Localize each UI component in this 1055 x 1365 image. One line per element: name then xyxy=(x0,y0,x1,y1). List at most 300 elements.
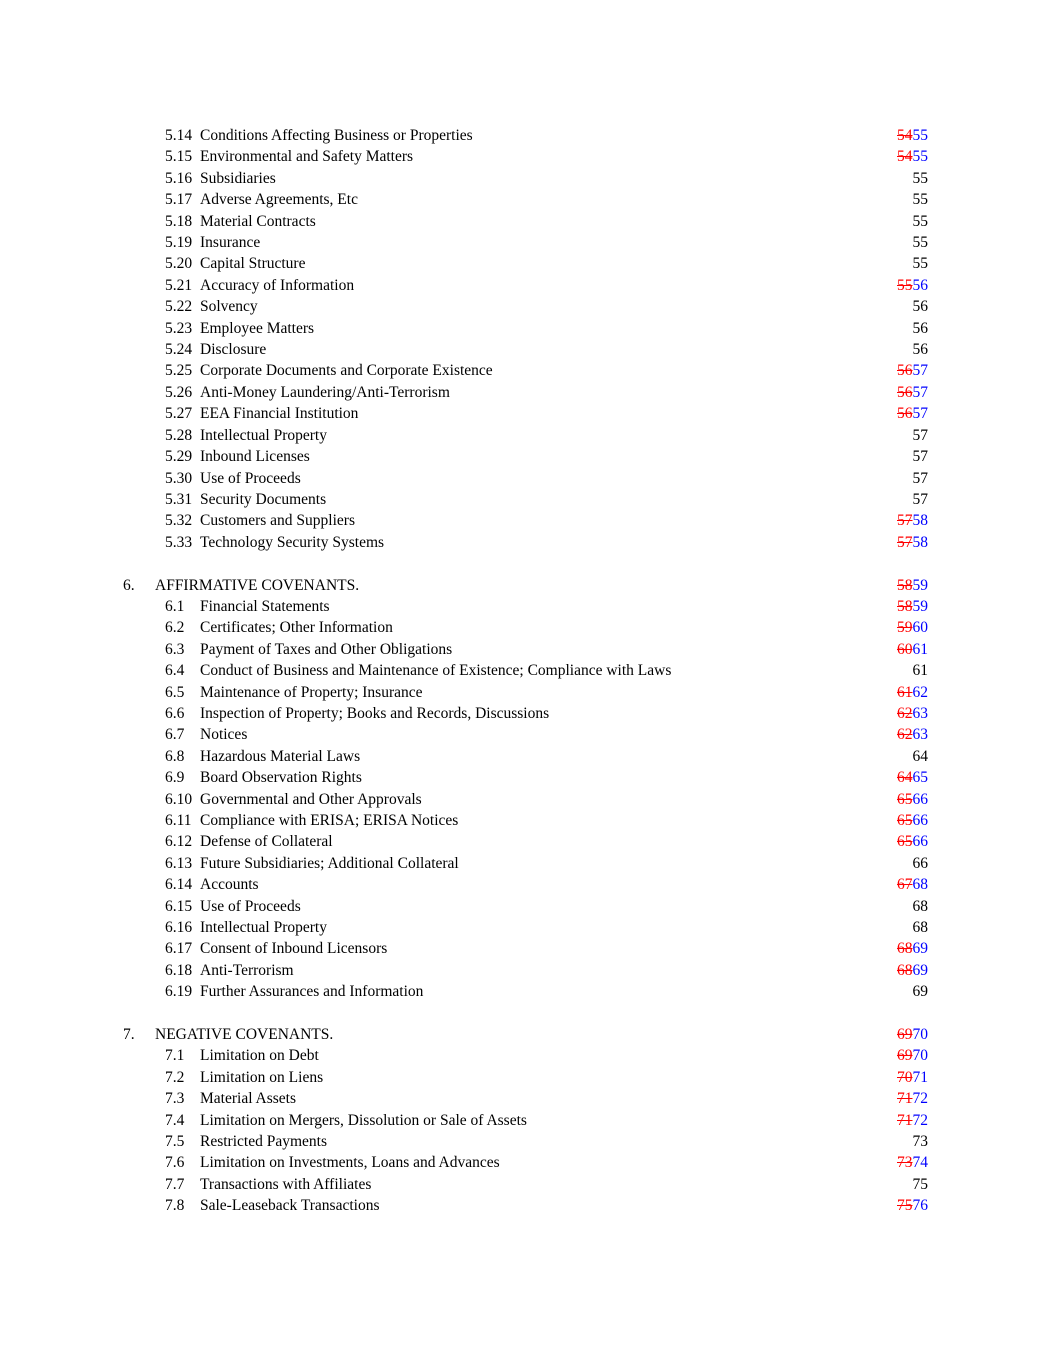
page-number-added: 76 xyxy=(912,1197,928,1215)
page-number-added: 60 xyxy=(912,619,928,637)
toc-item-page: 66 xyxy=(912,854,928,872)
toc-entry xyxy=(165,639,452,660)
page-number-added: 70 xyxy=(912,1047,928,1065)
toc-entry xyxy=(165,853,459,874)
group-spacer xyxy=(123,1003,928,1024)
page-number-removed: 64 xyxy=(897,769,913,787)
toc-entry xyxy=(165,1067,323,1088)
toc-entry xyxy=(165,746,360,767)
toc-item-title: Material Assets xyxy=(200,1090,296,1108)
page-number-added: 74 xyxy=(912,1154,928,1172)
page-number-removed: 56 xyxy=(897,383,913,401)
toc-entry xyxy=(165,682,423,703)
toc-row xyxy=(123,189,928,210)
toc-item-number: 6.12 xyxy=(165,833,193,851)
toc-row xyxy=(123,1088,928,1109)
toc-entry xyxy=(165,1174,371,1195)
toc-item-page xyxy=(885,960,928,981)
toc-item-number: 7.3 xyxy=(165,1090,185,1108)
toc-row xyxy=(123,617,928,638)
toc-row xyxy=(123,874,928,895)
toc-item-page xyxy=(885,682,928,703)
toc-row xyxy=(123,360,928,381)
page-number-removed: 69 xyxy=(897,1047,913,1065)
toc-entry xyxy=(165,532,384,553)
toc-item-number: 5.28 xyxy=(165,426,193,444)
toc-item-page: 64 xyxy=(912,747,928,765)
page-number-added: 69 xyxy=(912,940,928,958)
toc-item-page: 55 xyxy=(912,169,928,187)
page-number-removed: 54 xyxy=(897,127,913,144)
toc-item-number: 6.5 xyxy=(165,683,185,701)
toc-item-number: 5.18 xyxy=(165,212,193,230)
toc-row xyxy=(123,232,928,253)
page-number-removed: 67 xyxy=(897,876,913,894)
toc-item-page xyxy=(885,575,928,596)
toc-entry xyxy=(165,211,316,232)
toc-item-number: 5.27 xyxy=(165,405,193,423)
toc-row xyxy=(123,1110,928,1131)
toc-item-title: Limitation on Mergers, Dissolution or Sale of Assets xyxy=(200,1111,527,1129)
page-number-added: 66 xyxy=(912,811,928,829)
toc-item-number: 6.15 xyxy=(165,897,193,915)
page-number-added: 62 xyxy=(912,683,928,701)
toc-item-page xyxy=(885,146,928,167)
toc-item-title: Limitation on Investments, Loans and Advances xyxy=(200,1154,500,1172)
toc-item-title: Intellectual Property xyxy=(200,919,327,937)
page-number-added: 58 xyxy=(912,533,928,551)
page-number-added: 59 xyxy=(912,597,928,615)
toc-item-page xyxy=(885,596,928,617)
page-number-added: 57 xyxy=(912,405,928,423)
toc-entry xyxy=(165,318,314,339)
toc-item-title: Restricted Payments xyxy=(200,1133,327,1151)
toc-item-number: 6.8 xyxy=(165,747,185,765)
toc-entry xyxy=(165,831,333,852)
toc-item-page: 55 xyxy=(912,191,928,209)
page-number-added: 69 xyxy=(912,961,928,979)
toc-row xyxy=(123,425,928,446)
toc-entry xyxy=(165,339,266,360)
toc-item-page xyxy=(885,532,928,553)
page-number-added: 61 xyxy=(912,640,928,658)
page-number-removed: 68 xyxy=(897,961,913,979)
toc-item-number: 6.18 xyxy=(165,961,193,979)
toc-item-page: 73 xyxy=(912,1133,928,1151)
toc-item-number: 5.26 xyxy=(165,383,193,401)
toc-entry xyxy=(165,960,294,981)
toc-row xyxy=(123,253,928,274)
toc-entry xyxy=(123,1024,333,1045)
toc-item-page: 68 xyxy=(912,897,928,915)
toc-entry xyxy=(165,382,450,403)
page-number-removed: 56 xyxy=(897,362,913,380)
toc-item-page xyxy=(885,767,928,788)
toc-entry xyxy=(165,660,671,681)
toc-item-number: 7.1 xyxy=(165,1047,185,1065)
toc-item-page xyxy=(885,403,928,424)
toc-item-page: 57 xyxy=(912,469,928,487)
toc-item-title: Notices xyxy=(200,726,248,744)
toc-item-number: 5.21 xyxy=(165,276,193,294)
toc-row xyxy=(123,746,928,767)
page-number-removed: 57 xyxy=(897,533,913,551)
toc-row xyxy=(123,853,928,874)
toc-item-number: 7.2 xyxy=(165,1068,185,1086)
page-number-removed: 57 xyxy=(897,512,913,530)
toc-item-title: Security Documents xyxy=(200,490,327,508)
toc-item-number: 6.4 xyxy=(165,662,185,680)
toc-item-title: Sale-Leaseback Transactions xyxy=(200,1197,380,1215)
toc-item-page xyxy=(885,703,928,724)
page-number-removed: 59 xyxy=(897,619,913,637)
page-number-added: 57 xyxy=(912,362,928,380)
toc-item-page xyxy=(885,1067,928,1088)
toc-entry xyxy=(165,703,549,724)
toc-item-title: Board Observation Rights xyxy=(200,769,362,787)
page-number-added: 70 xyxy=(912,1026,928,1044)
toc-item-title: Insurance xyxy=(200,234,261,252)
toc-item-page xyxy=(885,789,928,810)
toc-item-title: Intellectual Property xyxy=(200,426,327,444)
toc-item-title: Disclosure xyxy=(200,341,267,359)
toc-item-number: 5.25 xyxy=(165,362,193,380)
toc-item-page xyxy=(885,382,928,403)
toc-item-title: Anti-Money Laundering/Anti-Terrorism xyxy=(200,383,450,401)
toc-item-number: 6.2 xyxy=(165,619,185,637)
toc-row xyxy=(123,831,928,852)
page-number-added: 55 xyxy=(912,127,928,144)
page-number-removed: 61 xyxy=(897,683,913,701)
toc-item-title: Transactions with Affiliates xyxy=(200,1175,372,1193)
toc-item-number: 5.17 xyxy=(165,191,193,209)
toc-item-number: 5.33 xyxy=(165,533,193,551)
page-number-added: 71 xyxy=(912,1068,928,1086)
toc-item-title: Limitation on Liens xyxy=(200,1068,324,1086)
toc-item-number: 5.24 xyxy=(165,341,193,359)
toc-item-number: 6.3 xyxy=(165,640,185,658)
toc-item-title: Environmental and Safety Matters xyxy=(200,148,414,166)
toc-item-title: Governmental and Other Approvals xyxy=(200,790,422,808)
page-number-removed: 65 xyxy=(897,811,913,829)
toc-item-number: 6.14 xyxy=(165,876,193,894)
toc-row xyxy=(123,703,928,724)
toc-item-number: 5.19 xyxy=(165,234,193,252)
toc-item-number: 5.14 xyxy=(165,127,193,144)
toc-item-page xyxy=(885,1110,928,1131)
toc-entry xyxy=(123,575,359,596)
toc-item-page xyxy=(885,510,928,531)
toc-item-number: 6.11 xyxy=(165,811,192,829)
toc-item-page xyxy=(885,639,928,660)
page-number-removed: 70 xyxy=(897,1068,913,1086)
toc-entry xyxy=(165,1152,500,1173)
toc-row xyxy=(123,1045,928,1066)
page-number-added: 68 xyxy=(912,876,928,894)
toc-item-page xyxy=(885,1024,928,1045)
toc-item-page xyxy=(885,724,928,745)
toc-row xyxy=(123,1195,928,1216)
toc-item-page xyxy=(885,810,928,831)
toc-item-number: 6.13 xyxy=(165,854,193,872)
page-number-removed: 65 xyxy=(897,790,913,808)
toc-item-page: 68 xyxy=(912,919,928,937)
page-number-added: 63 xyxy=(912,704,928,722)
toc-item-page xyxy=(885,938,928,959)
toc-row xyxy=(123,1024,928,1045)
toc-item-page xyxy=(885,125,928,146)
toc-entry xyxy=(165,489,326,510)
page-number-added: 55 xyxy=(912,148,928,166)
toc-item-title: Use of Proceeds xyxy=(200,897,301,915)
toc-item-page xyxy=(885,360,928,381)
toc-item-page: 57 xyxy=(912,426,928,444)
toc-item-page xyxy=(885,1195,928,1216)
page-number-removed: 69 xyxy=(897,1026,913,1044)
toc-entry xyxy=(165,917,327,938)
toc-item-title: Employee Matters xyxy=(200,319,315,337)
toc-entry xyxy=(165,125,473,146)
toc-item-page xyxy=(885,831,928,852)
toc-item-number: 6.9 xyxy=(165,769,185,787)
toc-item-title: Subsidiaries xyxy=(200,169,276,187)
toc-entry xyxy=(165,938,387,959)
toc-item-page: 57 xyxy=(912,490,928,508)
toc-row xyxy=(123,339,928,360)
toc-item-title: Compliance with ERISA; ERISA Notices xyxy=(200,811,459,829)
toc-entry xyxy=(165,146,413,167)
toc-item-title: Maintenance of Property; Insurance xyxy=(200,683,423,701)
toc-item-title: Solvency xyxy=(200,298,258,316)
toc-row xyxy=(123,296,928,317)
toc-row xyxy=(123,489,928,510)
toc-item-page: 69 xyxy=(912,983,928,1001)
toc-item-number: 7.4 xyxy=(165,1111,185,1129)
toc-item-page: 55 xyxy=(912,255,928,273)
toc-item-title: Future Subsidiaries; Additional Collateral xyxy=(200,854,459,872)
toc-item-number: 5.32 xyxy=(165,512,193,530)
page-number-added: 63 xyxy=(912,726,928,744)
toc-item-title: Accuracy of Information xyxy=(200,276,355,294)
toc-item-title: Limitation on Debt xyxy=(200,1047,319,1065)
toc-entry xyxy=(165,189,358,210)
toc-item-title: Customers and Suppliers xyxy=(200,512,355,530)
page-number-removed: 58 xyxy=(897,597,913,615)
page-number-removed: 60 xyxy=(897,640,913,658)
toc-entry xyxy=(165,810,458,831)
toc-item-title: Conditions Affecting Business or Properties xyxy=(200,127,473,144)
toc-row xyxy=(123,1131,928,1152)
toc-item-number: 6.7 xyxy=(165,726,185,744)
table-of-contents xyxy=(123,125,928,1217)
toc-entry xyxy=(165,981,423,1002)
toc-item-number: 6.16 xyxy=(165,919,193,937)
toc-item-title: AFFIRMATIVE COVENANTS. xyxy=(155,576,360,594)
toc-item-number: 6.19 xyxy=(165,983,193,1001)
toc-item-title: EEA Financial Institution xyxy=(200,405,359,423)
toc-item-title: Hazardous Material Laws xyxy=(200,747,361,765)
toc-item-page xyxy=(885,1088,928,1109)
page-number-removed: 73 xyxy=(897,1154,913,1172)
toc-item-title: Anti-Terrorism xyxy=(200,961,294,979)
toc-item-title: Consent of Inbound Licensors xyxy=(200,940,388,958)
toc-item-page xyxy=(885,275,928,296)
page-number-removed: 71 xyxy=(897,1111,913,1129)
toc-item-page: 57 xyxy=(912,448,928,466)
toc-entry xyxy=(165,360,493,381)
toc-row xyxy=(123,211,928,232)
toc-item-number: 6. xyxy=(123,576,135,594)
toc-entry xyxy=(165,724,247,745)
page-number-added: 65 xyxy=(912,769,928,787)
page-number-removed: 55 xyxy=(897,276,913,294)
toc-item-number: 7. xyxy=(123,1026,135,1044)
toc-entry xyxy=(165,510,355,531)
toc-row xyxy=(123,596,928,617)
toc-item-page: 56 xyxy=(912,319,928,337)
toc-entry xyxy=(165,168,276,189)
toc-row xyxy=(123,682,928,703)
toc-entry xyxy=(165,596,330,617)
page-number-added: 72 xyxy=(912,1111,928,1129)
toc-entry xyxy=(165,275,354,296)
toc-entry xyxy=(165,425,327,446)
toc-row xyxy=(123,382,928,403)
toc-entry xyxy=(165,446,310,467)
toc-item-title: Further Assurances and Information xyxy=(200,983,424,1001)
toc-row xyxy=(123,275,928,296)
toc-item-page: 55 xyxy=(912,212,928,230)
toc-row xyxy=(123,510,928,531)
toc-item-number: 6.1 xyxy=(165,597,185,615)
toc-item-title: Inspection of Property; Books and Records, Discussions xyxy=(200,704,550,722)
page-number-removed: 58 xyxy=(897,576,913,594)
toc-row xyxy=(123,1067,928,1088)
toc-entry xyxy=(165,1131,327,1152)
toc-item-page xyxy=(885,1152,928,1173)
toc-entry xyxy=(165,1110,527,1131)
toc-entry xyxy=(165,1045,319,1066)
toc-row xyxy=(123,810,928,831)
toc-row xyxy=(123,789,928,810)
page-number-added: 66 xyxy=(912,833,928,851)
toc-row xyxy=(123,1174,928,1195)
toc-item-page xyxy=(885,617,928,638)
toc-entry xyxy=(165,468,301,489)
toc-item-number: 5.23 xyxy=(165,319,193,337)
toc-item-title: Inbound Licenses xyxy=(200,448,310,466)
toc-item-title: Capital Structure xyxy=(200,255,306,273)
toc-entry xyxy=(165,296,258,317)
toc-row xyxy=(123,532,928,553)
page-number-added: 58 xyxy=(912,512,928,530)
toc-entry xyxy=(165,789,422,810)
page-number-removed: 56 xyxy=(897,405,913,423)
toc-item-title: Conduct of Business and Maintenance of Existence; Compliance with Laws xyxy=(200,662,672,680)
toc-item-number: 5.30 xyxy=(165,469,193,487)
toc-row xyxy=(123,318,928,339)
toc-item-title: Adverse Agreements, Etc xyxy=(200,191,358,209)
toc-row xyxy=(123,917,928,938)
toc-row xyxy=(123,575,928,596)
toc-entry xyxy=(165,1088,296,1109)
toc-item-number: 5.15 xyxy=(165,148,193,166)
toc-row xyxy=(123,767,928,788)
toc-entry xyxy=(165,617,393,638)
toc-entry xyxy=(165,403,358,424)
toc-entry xyxy=(165,874,259,895)
toc-item-title: Use of Proceeds xyxy=(200,469,301,487)
group-spacer xyxy=(123,553,928,574)
page-number-added: 56 xyxy=(912,276,928,294)
toc-item-page: 56 xyxy=(912,341,928,359)
page-number-added: 59 xyxy=(912,576,928,594)
toc-row xyxy=(123,146,928,167)
toc-item-number: 7.8 xyxy=(165,1197,185,1215)
toc-row xyxy=(123,660,928,681)
toc-item-number: 5.29 xyxy=(165,448,193,466)
toc-entry xyxy=(165,896,301,917)
toc-item-title: Technology Security Systems xyxy=(200,533,385,551)
page-number-removed: 62 xyxy=(897,726,913,744)
toc-row xyxy=(123,724,928,745)
toc-row xyxy=(123,125,928,146)
toc-item-number: 5.16 xyxy=(165,169,193,187)
toc-row xyxy=(123,981,928,1002)
toc-row xyxy=(123,960,928,981)
toc-item-page xyxy=(885,1045,928,1066)
toc-item-number: 6.10 xyxy=(165,790,193,808)
toc-item-number: 5.20 xyxy=(165,255,193,273)
toc-item-title: Accounts xyxy=(200,876,259,894)
toc-item-title: NEGATIVE COVENANTS. xyxy=(155,1026,334,1044)
toc-row xyxy=(123,896,928,917)
page-number-removed: 62 xyxy=(897,704,913,722)
toc-row xyxy=(123,168,928,189)
toc-item-number: 7.7 xyxy=(165,1175,185,1193)
toc-item-title: Material Contracts xyxy=(200,212,316,230)
toc-item-number: 5.22 xyxy=(165,298,193,316)
page-number-added: 66 xyxy=(912,790,928,808)
toc-row xyxy=(123,468,928,489)
toc-item-title: Corporate Documents and Corporate Existence xyxy=(200,362,493,380)
page-number-added: 57 xyxy=(912,383,928,401)
toc-item-number: 6.6 xyxy=(165,704,185,722)
toc-entry xyxy=(165,253,305,274)
toc-item-page: 75 xyxy=(912,1175,928,1193)
page-number-removed: 75 xyxy=(897,1197,913,1215)
page-number-added: 72 xyxy=(912,1090,928,1108)
toc-row xyxy=(123,446,928,467)
page-number-removed: 65 xyxy=(897,833,913,851)
toc-row xyxy=(123,1152,928,1173)
toc-item-page xyxy=(885,874,928,895)
toc-item-title: Financial Statements xyxy=(200,597,330,615)
toc-item-page: 56 xyxy=(912,298,928,316)
page-number-removed: 54 xyxy=(897,148,913,166)
toc-item-number: 6.17 xyxy=(165,940,193,958)
toc-item-title: Certificates; Other Information xyxy=(200,619,393,637)
toc-item-number: 7.5 xyxy=(165,1133,185,1151)
toc-item-title: Payment of Taxes and Other Obligations xyxy=(200,640,453,658)
toc-row xyxy=(123,938,928,959)
page-number-removed: 71 xyxy=(897,1090,913,1108)
toc-item-title: Defense of Collateral xyxy=(200,833,333,851)
toc-row xyxy=(123,403,928,424)
page-number-removed: 68 xyxy=(897,940,913,958)
toc-row xyxy=(123,639,928,660)
toc-item-number: 5.31 xyxy=(165,490,193,508)
